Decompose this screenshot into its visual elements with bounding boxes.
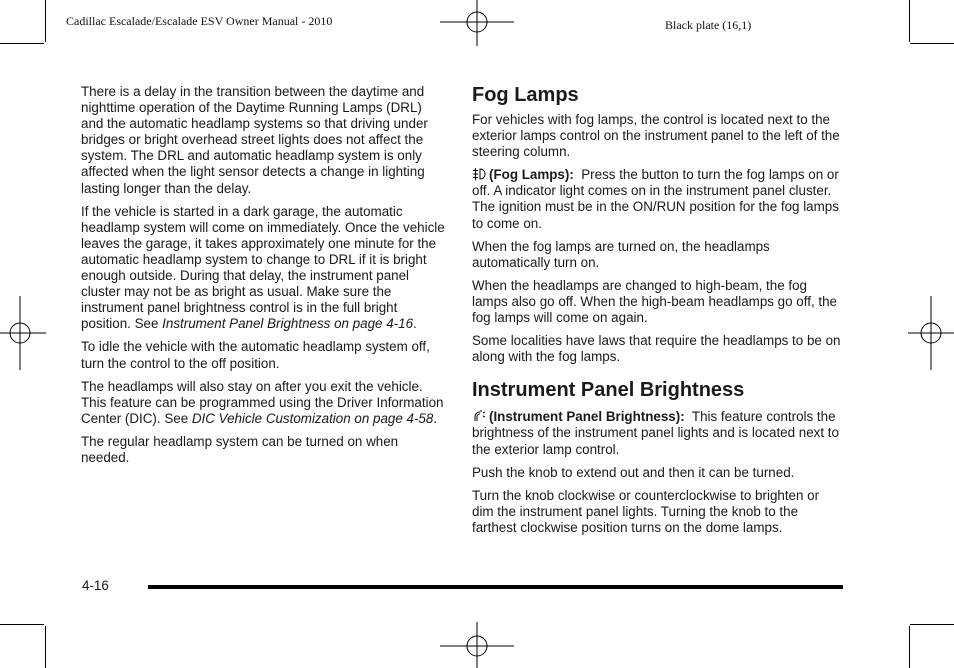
paragraph: Some localities have laws that require the headlamps to be on along with the fog lamps. — [472, 333, 841, 365]
paragraph: To idle the vehicle with the automatic headlamp system off, turn the control to the off position. — [81, 339, 430, 371]
registration-mark-right — [908, 296, 954, 370]
paragraph: Turn the knob clockwise or counterclockwise to brighten or dim the instrument panel lights. Turning the knob to the farthest clockwise position turns on the dome lamps. — [472, 487, 820, 535]
paragraph: Push the knob to extend out and then it can be turned. — [472, 464, 795, 480]
fog-lamp-icon — [472, 167, 486, 181]
registration-mark-top — [440, 0, 514, 46]
paragraph: For vehicles with fog lamps, the control is located next to the exterior lamps control on the instrument panel to the left of the steering column. — [472, 112, 840, 160]
cross-reference-link[interactable]: Instrument Panel Brightness on page 4-16 — [162, 316, 414, 332]
right-column — [472, 84, 842, 543]
crop-mark — [0, 624, 44, 625]
paragraph-end: . — [433, 410, 438, 426]
paragraph: When the headlamps are changed to high-beam, the fog lamps also go off. When the high-beam headlamps go off, the fog lamps will come on again. — [472, 277, 837, 326]
left-column — [81, 84, 446, 473]
header-plate-info: Black plate (16,1) — [665, 18, 752, 32]
paragraph-text: Press the button to turn the fog lamps on or off. A indicator light comes on in the instrument panel cluster. The ignition must be in the ON/RUN position for the fog lamps to come on. — [472, 167, 839, 231]
paragraph — [81, 379, 446, 427]
paragraph: When the fog lamps are turned on, the headlamps automatically turn on. — [472, 238, 770, 270]
paragraph-text: If the vehicle is started in a dark garage, the automatic headlamp system will come on immediately. Once the vehicle leaves the garage, it takes approximately one minute for the automatic headlamp system to change to DRL if it is bright enough outside. During that delay, the instrument panel cluster may not be as bright as usual. Make sure the instrument panel brightness control is in the full bright position. See — [81, 203, 445, 332]
registration-mark-bottom — [440, 622, 514, 668]
registration-mark-left — [0, 296, 46, 370]
paragraph — [472, 409, 842, 457]
instrument-panel-brightness-icon — [472, 409, 486, 423]
instrument-panel-brightness-label: (Instrument Panel Brightness): — [489, 409, 685, 425]
cross-reference-link[interactable]: DIC Vehicle Customization on page 4-58 — [191, 410, 434, 426]
paragraph-end: . — [413, 316, 417, 332]
paragraph — [81, 204, 446, 333]
crop-mark — [909, 0, 910, 42]
paragraph-text: The headlamps will also stay on after you exit the vehicle. This feature can be programmed using the Driver Information Center (DIC). See — [81, 378, 444, 426]
paragraph: The regular headlamp system can be turned on when needed. — [81, 433, 399, 465]
paragraph — [472, 167, 842, 231]
crop-mark — [45, 626, 46, 668]
footer-rule — [148, 585, 843, 589]
header-manual-title: Cadillac Escalade/Escalade ESV Owner Manual - 2010 — [66, 14, 333, 28]
section-heading-instrument-panel-brightness: Instrument Panel Brightness — [472, 379, 745, 402]
fog-lamps-label: (Fog Lamps): — [489, 167, 574, 183]
crop-mark — [45, 0, 46, 42]
crop-mark — [909, 626, 910, 668]
section-heading-fog-lamps: Fog Lamps — [472, 84, 579, 106]
crop-mark — [910, 624, 954, 625]
crop-mark — [910, 43, 954, 44]
paragraph: There is a delay in the transition between the daytime and nighttime operation of the Daytime Running Lamps (DRL) and the automatic headlamp systems so that driving under bridges or bright overhead street lights does not affect the system. The DRL and automatic headlamp system is only affected when the light sensor detects a change in lighting lasting longer than the delay. — [81, 84, 428, 196]
page-number: 4-16 — [82, 578, 109, 593]
crop-mark — [0, 43, 44, 44]
paragraph-text: This feature controls the brightness of the instrument panel lights and is located next to the exterior lamp control. — [472, 409, 839, 457]
